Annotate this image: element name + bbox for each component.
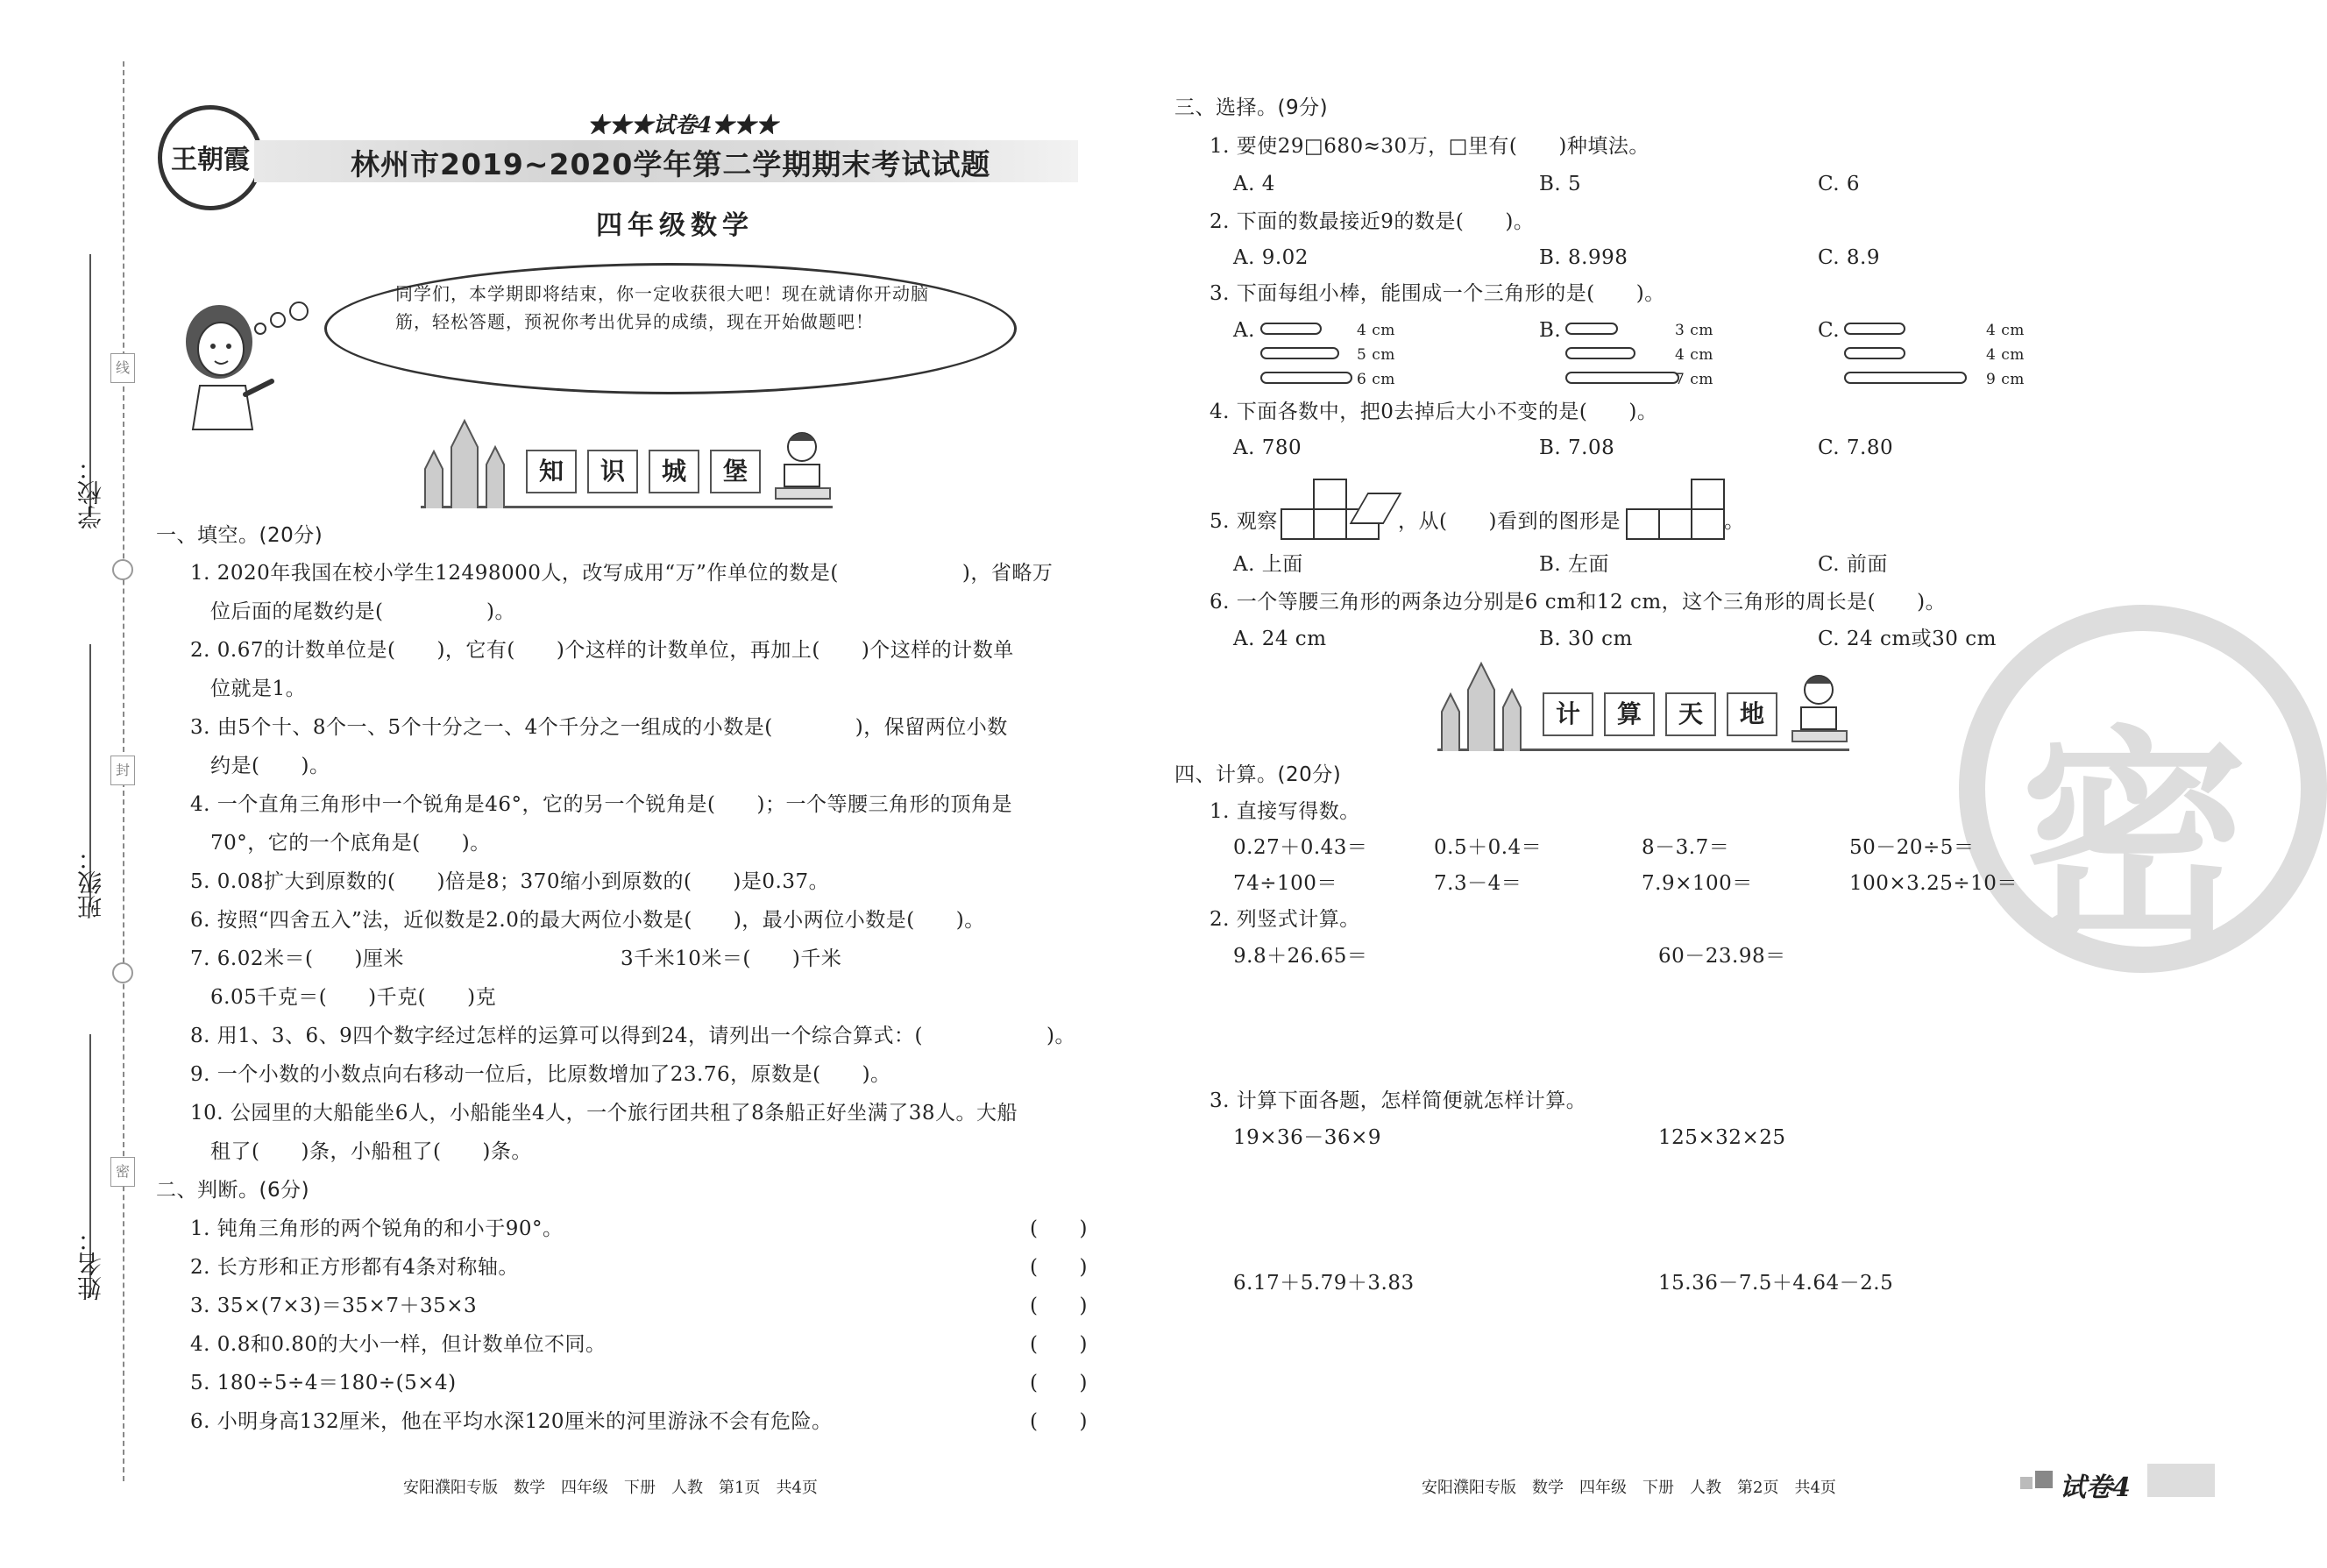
class-label: 班级： [76, 846, 105, 919]
section-banner-calculation [1437, 659, 1849, 751]
option: C. 8.9 [1818, 246, 1880, 269]
stick-length: 5 cm [1357, 346, 1395, 364]
calc-item: 74÷100＝ [1233, 872, 1337, 895]
calc-item: 9.8＋26.65＝ [1233, 945, 1368, 968]
option: A. 780 [1233, 436, 1302, 459]
cube [1281, 508, 1315, 540]
stick-length: 4 cm [1357, 322, 1395, 339]
stick [1565, 347, 1635, 359]
stick [1260, 323, 1322, 335]
decor-square [2020, 1477, 2033, 1489]
question-text: 4. 一个直角三角形中一个锐角是46°，它的另一个锐角是( )；一个等腰三角形的顶角是 [190, 793, 1012, 816]
question-text: 2. 下面的数最接近9的数是( )。 [1210, 210, 1535, 233]
question-text: 3千米10米＝( )千米 [621, 947, 842, 970]
paper-number-tag: 试卷4 [2060, 1472, 2131, 1503]
calc-item: 15.36－7.5＋4.64－2.5 [1658, 1272, 1894, 1295]
option: B. 7.08 [1539, 436, 1615, 459]
question-text: 1. 2020年我国在校小学生12498000人，改写成用“万”作单位的数是( )，省略万 [190, 562, 1054, 585]
stick-length: 4 cm [1986, 322, 2025, 339]
castle-icon [1437, 659, 1534, 751]
cut-mark: 封 [110, 756, 135, 785]
page-title: 林州市2019~2020学年第二学期期末考试试题 [351, 147, 991, 181]
option: B. 30 cm [1539, 628, 1633, 650]
stick-length: 3 cm [1675, 322, 1713, 339]
question-text: 70°，它的一个底角是( )。 [210, 832, 491, 855]
question-text: 2. 列竖式计算。 [1210, 908, 1360, 931]
stick [1260, 347, 1339, 359]
question-text: 6.05千克＝( )千克( )克 [210, 986, 497, 1009]
banner-char: 城 [649, 450, 699, 493]
stick [1565, 323, 1618, 335]
stick-length: 4 cm [1675, 346, 1713, 364]
question-text: 3. 计算下面各题，怎样简便就怎样计算。 [1210, 1089, 1587, 1112]
banner-char: 天 [1665, 692, 1716, 736]
calc-item: 50－20÷5＝ [1849, 836, 1975, 859]
boy-reading-icon [1788, 668, 1849, 747]
calc-item: 125×32×25 [1658, 1126, 1786, 1149]
question-text: 3. 由5个十、8个一、5个十分之一、4个千分之一组成的小数是( )，保留两位小数 [190, 716, 1008, 739]
school-label: 学校： [76, 456, 105, 529]
question-text: 8. 用1、3、6、9四个数字经过怎样的运算可以得到24，请列出一个综合算式：( )。 [190, 1025, 1076, 1047]
calc-item: 7.9×100＝ [1642, 872, 1753, 895]
answer-paren[interactable]: ( ) [1030, 1372, 1088, 1394]
stick-length: 9 cm [1986, 371, 2025, 388]
question-text: 5. 观察 [1210, 510, 1278, 533]
stick-length: 6 cm [1357, 371, 1395, 388]
section-heading: 三、选择。(9分) [1174, 96, 1329, 119]
judge-item: 4. 0.8和0.80的大小一样，但计数单位不同。 [190, 1333, 607, 1356]
question-text: 。 [1724, 510, 1745, 533]
question-text: 6. 按照“四舍五入”法，近似数是2.0的最大两位小数是( )，最小两位小数是( )。 [190, 909, 985, 932]
cube [1691, 508, 1725, 540]
option: C. 7.80 [1818, 436, 1894, 459]
judge-item: 2. 长方形和正方形都有4条对称轴。 [190, 1256, 519, 1279]
footer-right: 安阳濮阳专版 数学 四年级 下册 人教 第2页 共4页 [1422, 1479, 1836, 1497]
question-text: 10. 公园里的大船能坐6人，小船能坐4人，一个旅行团共租了8条船正好坐满了38人。大船 [190, 1102, 1018, 1125]
calc-item: 60－23.98＝ [1658, 945, 1786, 968]
stick [1844, 323, 1905, 335]
judge-item: 1. 钝角三角形的两个锐角的和小于90°。 [190, 1217, 564, 1240]
publisher-logo: 王朝霞 [158, 105, 263, 210]
option: B. 8.998 [1539, 246, 1628, 269]
cube [1313, 508, 1347, 540]
question-text: 1. 直接写得数。 [1210, 800, 1360, 823]
calc-item: 8－3.7＝ [1642, 836, 1730, 859]
option: A. 9.02 [1233, 246, 1309, 269]
question-text: ，从( )看到的图形是 [1398, 510, 1621, 533]
question-text: 位就是1。 [210, 678, 307, 700]
castle-icon [421, 416, 517, 508]
section-heading: 二、判断。(6分) [156, 1179, 310, 1202]
option: A. 上面 [1233, 553, 1303, 576]
cube [1313, 479, 1347, 510]
question-text: 约是( )。 [210, 755, 330, 777]
question-text: 3. 下面每组小棒，能围成一个三角形的是( )。 [1210, 282, 1665, 305]
calc-item: 6.17＋5.79＋3.83 [1233, 1272, 1415, 1295]
answer-paren[interactable]: ( ) [1030, 1333, 1088, 1356]
thought-bubbles-icon [250, 294, 320, 337]
option: C. 前面 [1818, 553, 1888, 576]
paper-tag: ★★★试卷4★★★ [587, 112, 778, 138]
calc-item: 0.5＋0.4＝ [1434, 836, 1543, 859]
section-heading: 四、计算。(20分) [1174, 763, 1342, 786]
cut-mark: 线 [110, 353, 135, 383]
option: C. 24 cm或30 cm [1818, 628, 1997, 650]
answer-paren[interactable]: ( ) [1030, 1295, 1088, 1317]
decor-square [2035, 1471, 2053, 1488]
option: C. [1818, 319, 1841, 342]
name-label: 姓名： [76, 1227, 105, 1301]
stick [1565, 372, 1679, 384]
question-text: 2. 0.67的计数单位是( )，它有( )个这样的计数单位，再加上( )个这样的计数单 [190, 639, 1014, 662]
banner-char: 知 [526, 450, 577, 493]
answer-paren[interactable]: ( ) [1030, 1410, 1088, 1433]
seal-icon [112, 559, 133, 580]
seal-icon [112, 962, 133, 983]
question-text: 4. 下面各数中，把0去掉后大小不变的是( )。 [1210, 401, 1658, 423]
option: A. 4 [1233, 173, 1275, 195]
section-banner-knowledge [421, 416, 833, 508]
cube [1691, 479, 1725, 510]
question-text: 位后面的尾数约是( )。 [210, 600, 515, 623]
answer-paren[interactable]: ( ) [1030, 1256, 1088, 1279]
calc-item: 7.3－4＝ [1434, 872, 1522, 895]
option: A. 24 cm [1233, 628, 1327, 650]
option: B. [1539, 319, 1562, 342]
question-text: 9. 一个小数的小数点向右移动一位后，比原数增加了23.76，原数是( )。 [190, 1063, 891, 1086]
judge-item: 6. 小明身高132厘米，他在平均水深120厘米的河里游泳不会有危险。 [190, 1410, 833, 1433]
calc-item: 100×3.25÷10＝ [1849, 872, 2018, 895]
calc-item: 19×36－36×9 [1233, 1126, 1381, 1149]
banner-char: 识 [587, 450, 638, 493]
cube [1658, 508, 1692, 540]
banner-char: 算 [1604, 692, 1655, 736]
judge-item: 5. 180÷5÷4＝180÷(5×4) [190, 1372, 457, 1394]
calc-item: 0.27＋0.43＝ [1233, 836, 1368, 859]
subject-title: 四年级数学 [596, 210, 754, 241]
footer-left: 安阳濮阳专版 数学 四年级 下册 人教 第1页 共4页 [403, 1479, 818, 1497]
speech-cloud: 同学们，本学期即将结束，你一定收获很大吧！现在就请你开动脑筋，轻松答题，预祝你考出优异的成绩，现在开始做题吧！ [324, 263, 1017, 394]
boy-reading-icon [771, 425, 833, 504]
option: C. 6 [1818, 173, 1861, 195]
stick-length: 7 cm [1675, 371, 1713, 388]
watermark-seal-icon: 密 [1959, 605, 2327, 973]
option: B. 5 [1539, 173, 1582, 195]
question-text: 1. 要使29□680≈30万，□里有( )种填法。 [1210, 135, 1649, 158]
stick [1844, 347, 1905, 359]
cut-mark: 密 [110, 1157, 135, 1187]
question-text: 租了( )条，小船租了( )条。 [210, 1140, 532, 1163]
option: B. 左面 [1539, 553, 1610, 576]
answer-paren[interactable]: ( ) [1030, 1217, 1088, 1240]
banner-char: 计 [1543, 692, 1593, 736]
stick [1844, 372, 1967, 384]
cube [1626, 508, 1660, 540]
banner-char: 地 [1727, 692, 1777, 736]
stick [1260, 372, 1352, 384]
banner-char: 堡 [710, 450, 761, 493]
question-text: 5. 0.08扩大到原数的( )倍是8；370缩小到原数的( )是0.37。 [190, 870, 830, 893]
option: A. [1233, 319, 1255, 342]
section-heading: 一、填空。(20分) [156, 524, 323, 547]
cube [1350, 493, 1402, 524]
judge-item: 3. 35×(7×3)＝35×7＋35×3 [190, 1295, 478, 1317]
tag-bar [2147, 1464, 2215, 1497]
question-text: 7. 6.02米＝( )厘米 [190, 947, 404, 970]
stick-length: 4 cm [1986, 346, 2025, 364]
question-text: 6. 一个等腰三角形的两条边分别是6 cm和12 cm，这个三角形的周长是( )。 [1210, 591, 1947, 614]
